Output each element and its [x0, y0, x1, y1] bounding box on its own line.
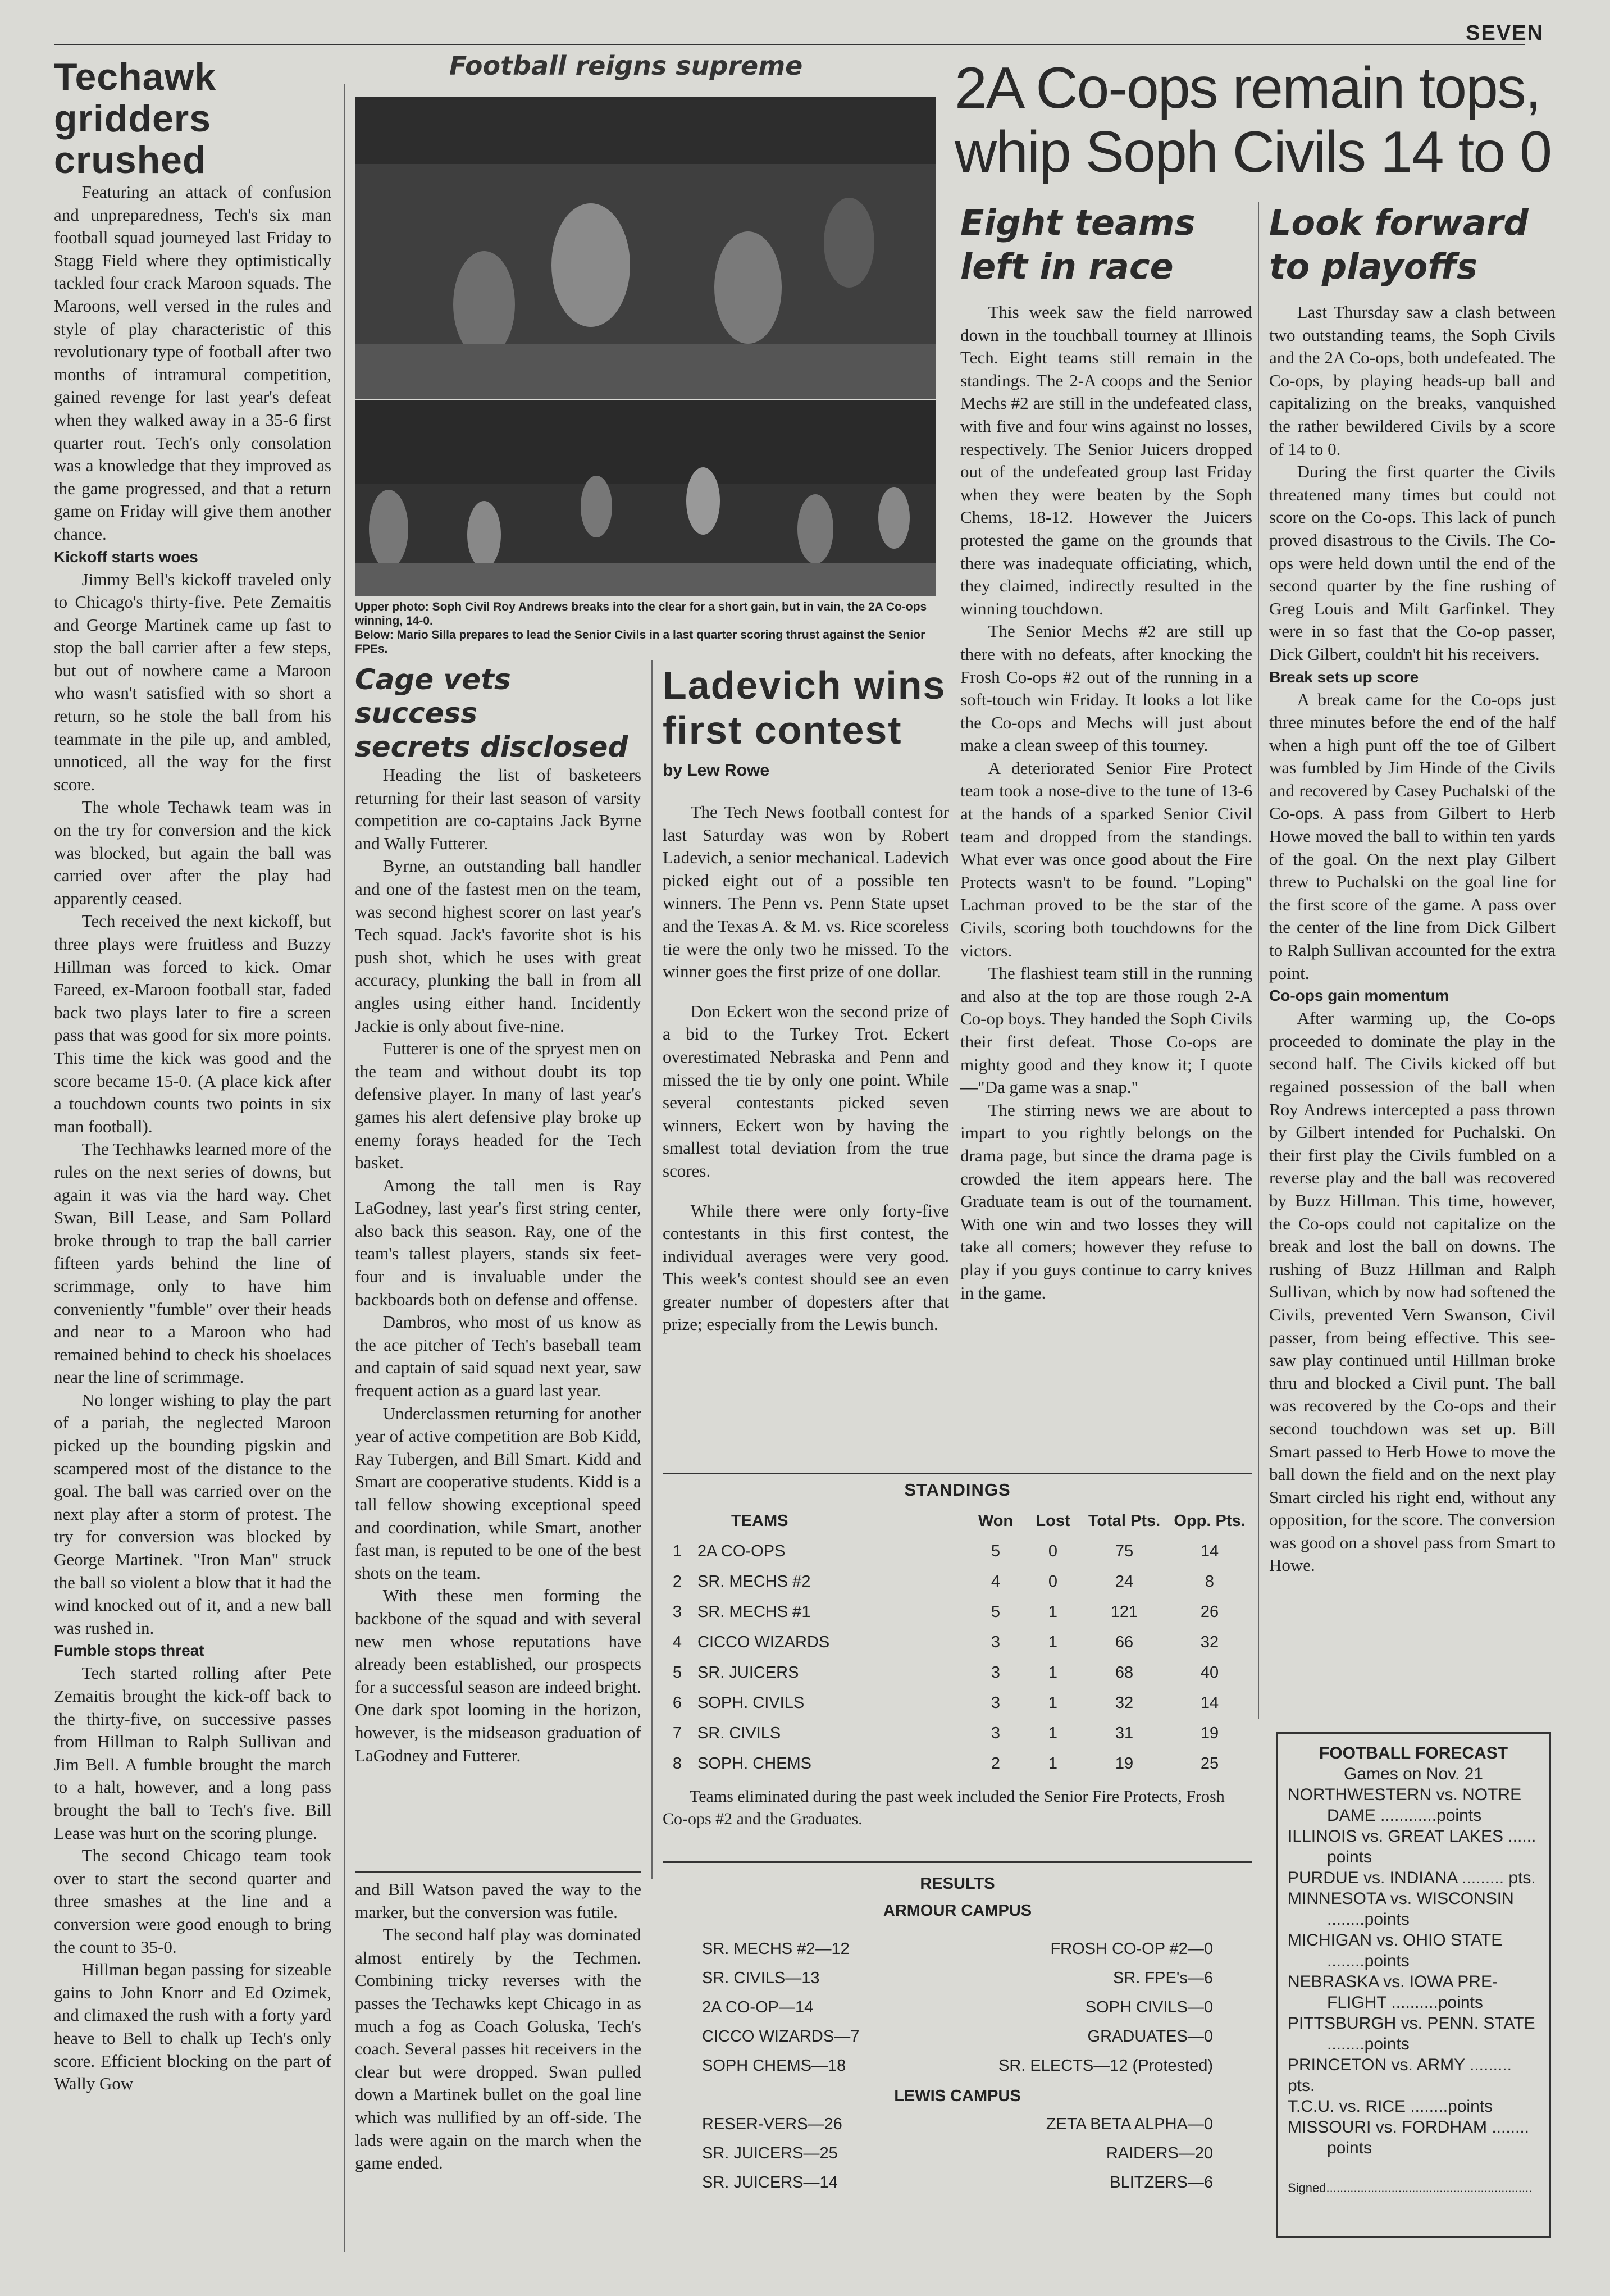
result-loser: GRADUATES—0: [1087, 2028, 1213, 2046]
standings-cell-lost: 1: [1048, 1633, 1058, 1651]
lewis-results: [663, 2110, 1252, 2197]
forecast-entry: FLIGHT ..........points: [1327, 1993, 1483, 2012]
forecast-matchup: NEBRASKA vs. IOWA PRE-: [1288, 1972, 1498, 1991]
ladevich-byline: by Lew Rowe: [663, 761, 770, 780]
results-title: RESULTS: [920, 1875, 995, 1893]
result-row: [663, 2051, 1252, 2080]
standings-cell-opp-pts: 40: [1200, 1663, 1219, 1682]
standings-row: [663, 1657, 1252, 1688]
standings-table: [663, 1506, 1252, 1779]
standings-row: [663, 1627, 1252, 1657]
result-winner: SR. CIVILS—13: [702, 1969, 820, 1987]
forecast-game: [1288, 1867, 1539, 1888]
forecast-game: [1288, 2096, 1539, 2117]
forecast-matchup: PURDUE vs. INDIANA ......... pts.: [1288, 1869, 1536, 1887]
result-winner: 2A CO-OP—14: [702, 1998, 814, 2016]
eight-teams-body: This week saw the field narrowed down in the touchball tourney at Illinois Tech. Eight teams still remain in the standings. The 2-A coops and the Senior Mechs #2 are still in the undefeated class, with five and four wins against no losses, respectively. The Senior Juicers dropped out of the undefeated group last Friday when they were beaten by the Soph Chems, 18-12. However the Juicers protested the game on the grounds that there was inadequate officiating, which, they claimed, indirectly resulted in the winning touchdown. The Senior Mechs #2 are still up there with no defeats, after knocking the Frosh Co-ops #2 out of the running in a soft-touch win Friday. It looks a lot like the Co-ops and Mechs will just about make a clean sweep of this tourney. A deteriorated Senior Fire Protect team took a nose-dive to the tune of 13-6 at the hands of a sparked Senior Civil team and dropped from the standings. What ever was once good about the Fire Protects wasn't to be found. "Loping" Lachman proved to be the star of the Civils, scoring both touchdowns for the victors. The flashiest team still in the running and also at the top are those rough 2-A Co-op boys. They handed the Soph Civils their first defeat. Those Co-ops are mighty good and they know it; I quote—"Da game was a snap." The stirring news we are about to impart to you rightly belongs on the drama page, but since the drama page is crowded the item appears here. The Graduate team is out of the tournament. With one win and two losses they will take all comers; however they refuse to play if you guys continue to carry knives in the game.: [960, 302, 1252, 1302]
forecast-game: [1288, 1971, 1539, 2013]
result-winner: SR. JUICERS—14: [702, 2174, 838, 2192]
photo-caption: Upper photo: Soph Civil Roy Andrews breaks into the clear for a short gain, but in vain, the 2A Co-ops winning, 14-0. Below: Mario Silla prepares to lead the Senior Civils in a last quarter scoring thrust against the Senior FPEs.: [355, 600, 927, 655]
forecast-game: [1288, 1888, 1539, 1930]
look-forward-body: Last Thursday saw a clash between two outstanding teams, the Soph Civils and the 2A Co-ops, both undefeated. The Co-ops, by playing heads-up ball and capitalizing on the breaks, vanquished the rather bewildered Civils by a score of 14 to 0. During the first quarter the Civils threatened many times but could not score on the Co-ops. This lack of punch proved disastrous to the Civils. The Co-ops were held down until the end of the second quarter by the fine rushing of Greg Louis and Milt Garfinkel. They were in so fast that the Co-op passer, Dick Gilbert, couldn't hit his receivers. Break sets up score A break came for the Co-ops just three minutes before the end of the half when a high punt off the toe of Gilbert was fumbled by Jim Hinde of the Civils and recovered by Casey Puchalski of the Co-ops. A pass from Gilbert to Herb Howe moved the ball to within ten yards of the goal. On the next play Gilbert threw to Puchalski on the goal line for the first score of the game. A pass over the center of the line from Dick Gilbert to Ralph Sullivan accounted for the extra point. Co-ops gain momentum After warming up, the Co-ops proceeded to dominate the play in the second half. The Civils kicked off but regained possession of the ball when Roy Andrews intercepted a pass thrown by Gilbert intended for Puchalski. On their first play the Civils fumbled on a reverse play and the ball was recovered by Buzz Hillman. This time, however, the Co-ops could not capitalize on the break and lost the ball on downs. The rushing of Buzz Hillman and Ralph Sullivan, which by now had softened the Civils, prevented Vern Swanson, Civil passer, from being effective. This see-saw play continued until Hillman broke thru and blocked a Civil punt. The ball was recovered by the Co-ops and their second touchdown was set up. Bill Smart passed to Herb Howe to move the ball down the field and on the next play Smart circled his right end, without any opposition, for the score. The conversion was good on a shovel pass from Smart to Howe.: [1269, 302, 1556, 1575]
forecast-entry: points: [1327, 1848, 1372, 1866]
standings-cell-total-pts: 31: [1115, 1724, 1134, 1742]
standings-cell-total-pts: 32: [1115, 1693, 1134, 1712]
standings-cell-lost: 0: [1048, 1572, 1058, 1591]
standings-cell-won: 3: [991, 1633, 1001, 1651]
photo-title: Football reigns supreme: [449, 51, 803, 81]
standings-rule: [663, 1473, 1252, 1474]
standings-row: [663, 1536, 1252, 1566]
look-forward-headline: Look forward to playoffs: [1269, 202, 1529, 287]
standings-cell-rank: 8: [672, 1754, 682, 1773]
cage-body: Heading the list of basketeers returning for their last season of varsity competition are co-captains Jack Byrne and Wally Futterer. Byrne, an outstanding ball handler and one of the fastest men on the team, was second highest scorer on last year's Tech squad. Jack's favorite shot is his push shot, which he uses with great accuracy, plunking the ball in from all angles using either hand. Incidently Jackie is only about five-nine. Futterer is one of the spryest men on the team and without doubt its top defensive player. In many of last year's games his alert defensive play broke up enemy forays headed for the Tech basket. Among the tall men is Ray LaGodney, last year's first string center, also back this season. Ray, one of the team's tallest players, stands six feet-four and is invaluable under the backboards both on defense and offense. Dambros, who most of us know as the ace pitcher of Tech's baseball team and captain of said squad next year, saw frequent action as a guard last year. Underclassmen returning for another year of active competition are Bob Kidd, Ray Tubergen, and Bill Smart. Kidd and Smart are cooperative students. Kidd is a tall fellow showing exceptional speed and coordination, while Smart, another fast man, is reputed to be one of the best shots on the team. With these men forming the backbone of the squad and with several new men whose reputations have already been established, our prospects for a successful season are indeed bright. One dark spot looming in the horizon, however, is the midseason graduation of LaGodney and Futterer.: [355, 765, 641, 1765]
standings-cell-rank: 1: [672, 1542, 682, 1560]
standings-row: [663, 1748, 1252, 1779]
standings-cell-lost: 0: [1048, 1542, 1058, 1560]
standings-row: [663, 1597, 1252, 1627]
standings-cell-won: 4: [991, 1572, 1001, 1591]
standings-cell-total-pts: 66: [1115, 1633, 1134, 1651]
forecast-entry: ........points: [1327, 1952, 1410, 1970]
subhead-break: Break sets up score: [1269, 668, 1419, 686]
standings-cell-total-pts: 121: [1110, 1602, 1138, 1621]
forecast-game: [1288, 2013, 1539, 2054]
result-row: [663, 2168, 1252, 2197]
subhead-fumble: Fumble stops threat: [54, 1642, 204, 1660]
results-box: [663, 1870, 1252, 2197]
standings-cell-opp-pts: 26: [1200, 1602, 1219, 1621]
header-lost: Lost: [1036, 1511, 1070, 1530]
result-row: [663, 2139, 1252, 2168]
result-winner: SR. MECHS #2—12: [702, 1940, 850, 1958]
forecast-game: [1288, 1784, 1539, 1826]
forecast-matchup: MINNESOTA vs. WISCONSIN: [1288, 1889, 1514, 1908]
forecast-matchup: MISSOURI vs. FORDHAM ........: [1288, 2118, 1530, 2136]
standings-row: [663, 1688, 1252, 1718]
ladevich-body: The Tech News football contest for last Saturday was won by Robert Ladevich, a senior mechanical. Ladevich picked eight out of a possible ten winners. The Penn vs. Penn State upset and the Texas A. & M. vs. Rice scoreless tie were the only two he missed. To the winner goes the first prize of one dollar. Don Eckert won the second prize of a bid to the Turkey Trot. Eckert overestimated Nebraska and Penn and missed the tie by only one point. While several contestants picked seven winners, Eckert won by having the smallest total deviation from the true scores. While there were only forty-five contestants in this first contest, the individual averages were very good. This week's contest should see an even greater number of dopesters after that prize; especially from the Lewis bunch.: [663, 802, 949, 1334]
forecast-matchup: T.C.U. vs. RICE ........points: [1288, 2097, 1493, 2116]
subhead-kickoff: Kickoff starts woes: [54, 548, 198, 566]
result-row: [663, 1993, 1252, 2022]
standings-cell-total-pts: 75: [1115, 1542, 1134, 1560]
forecast-game: [1288, 2117, 1539, 2158]
standings-cell-team: SOPH. CIVILS: [697, 1693, 805, 1712]
armour-title: ARMOUR CAMPUS: [883, 1902, 1032, 1920]
forecast-entry: points: [1327, 2139, 1372, 2157]
column-rule: [344, 84, 345, 2252]
results-rule: [663, 1861, 1252, 1863]
standings-cell-won: 5: [991, 1602, 1001, 1621]
standings-cell-won: 5: [991, 1542, 1001, 1560]
standings-cell-team: SR. MECHS #1: [697, 1602, 811, 1621]
eight-teams-article: [960, 201, 1252, 1304]
header-teams: TEAMS: [731, 1511, 788, 1530]
standings-cell-won: 2: [991, 1754, 1001, 1773]
standings-cell-lost: 1: [1048, 1663, 1058, 1682]
standings-cell-rank: 7: [672, 1724, 682, 1742]
result-loser: ZETA BETA ALPHA—0: [1046, 2115, 1213, 2133]
forecast-signed: Signed............................................................: [1288, 2181, 1533, 2195]
techawk-continued: and Bill Watson paved the way to the marker, but the conversion was futile. The second half play was dominated almost entirely by the Techmen. Combining tricky reverses with the passes the Techawks kept Chicago in as much a fog as Coach Goluska, Tech's coach. Several passes hit receivers in the clear but were dropped. Swan pulled down a Martinek bullet on the goal line which was nullified by an off-side. The lads were again on the march when the game ended.: [355, 1879, 641, 2173]
forecast-matchup: MICHIGAN vs. OHIO STATE: [1288, 1931, 1503, 1949]
result-row: [663, 1964, 1252, 1993]
result-loser: SR. FPE's—6: [1113, 1969, 1213, 1987]
subhead-momentum: Co-ops gain momentum: [1269, 987, 1449, 1005]
forecast-box: [1276, 1732, 1551, 2238]
result-loser: FROSH CO-OP #2—0: [1050, 1940, 1213, 1958]
header-opp-pts: Opp. Pts.: [1174, 1511, 1246, 1530]
column-rule: [651, 660, 653, 1879]
result-row: [663, 1934, 1252, 1964]
result-winner: CICCO WIZARDS—7: [702, 2028, 860, 2046]
continuation-rule: [355, 1871, 641, 1873]
techawk-article: [54, 56, 331, 2095]
photo-upper-image: [355, 97, 936, 399]
standings-cell-rank: 3: [672, 1602, 682, 1621]
cage-article: [355, 663, 641, 1767]
cage-headline: Cage vets success secrets disclosed: [355, 663, 628, 763]
standings-cell-team: SR. JUICERS: [697, 1663, 799, 1682]
standings-cell-team: SOPH. CHEMS: [697, 1754, 812, 1773]
eight-teams-headline: Eight teams left in race: [960, 202, 1196, 287]
standings-cell-total-pts: 19: [1115, 1754, 1134, 1773]
forecast-matchup: ILLINOIS vs. GREAT LAKES ......: [1288, 1827, 1536, 1846]
result-winner: SR. JUICERS—25: [702, 2144, 838, 2162]
column-rule: [1258, 202, 1259, 1719]
photo-upper: [355, 97, 936, 399]
techawk-headline: Techawk gridders crushed: [54, 56, 217, 181]
standings-cell-won: 3: [991, 1663, 1001, 1682]
result-loser: SR. ELECTS—12 (Protested): [998, 2057, 1213, 2075]
photo-lower: [355, 400, 936, 596]
ladevich-headline: Ladevich wins first contest: [663, 663, 946, 752]
standings-cell-total-pts: 68: [1115, 1663, 1134, 1682]
result-winner: SOPH CHEMS—18: [702, 2057, 846, 2075]
standings-row: [663, 1566, 1252, 1597]
forecast-entry: DAME ............points: [1327, 1806, 1482, 1825]
standings-cell-opp-pts: 14: [1200, 1693, 1219, 1712]
standings-cell-rank: 2: [672, 1572, 682, 1591]
standings-cell-total-pts: 24: [1115, 1572, 1134, 1591]
top-rule: [54, 44, 1525, 45]
forecast-subtitle: Games on Nov. 21: [1344, 1765, 1483, 1783]
standings-cell-opp-pts: 32: [1200, 1633, 1219, 1651]
result-loser: BLITZERS—6: [1110, 2174, 1213, 2192]
forecast-entry: ........points: [1327, 1910, 1410, 1929]
standings-cell-team: 2A CO-OPS: [697, 1542, 786, 1560]
forecast-games: [1288, 1784, 1539, 2158]
result-loser: SOPH CIVILS—0: [1085, 1998, 1213, 2016]
ladevich-article: [663, 663, 949, 1336]
forecast-title: FOOTBALL FORECAST: [1319, 1744, 1508, 1762]
result-loser: RAIDERS—20: [1106, 2144, 1213, 2162]
result-row: [663, 2022, 1252, 2051]
armour-results: [663, 1934, 1252, 2080]
standings-row: [663, 1718, 1252, 1748]
forecast-game: [1288, 1826, 1539, 1867]
standings-cell-lost: 1: [1048, 1693, 1058, 1712]
forecast-entry: ........points: [1327, 2035, 1410, 2053]
standings-cell-opp-pts: 19: [1200, 1724, 1219, 1742]
forecast-matchup: PRINCETON vs. ARMY ......... pts.: [1288, 2056, 1512, 2095]
result-winner: RESER-VERS—26: [702, 2115, 842, 2133]
page-label: SEVEN: [1466, 21, 1544, 45]
look-forward-article: [1269, 201, 1556, 1577]
header-won: Won: [978, 1511, 1014, 1530]
header-total-pts: Total Pts.: [1088, 1511, 1161, 1530]
standings-cell-opp-pts: 25: [1200, 1754, 1219, 1773]
standings-cell-lost: 1: [1048, 1602, 1058, 1621]
forecast-game: [1288, 2054, 1539, 2096]
standings-cell-opp-pts: 14: [1200, 1542, 1219, 1560]
lewis-title: LEWIS CAMPUS: [894, 2087, 1021, 2105]
result-row: [663, 2110, 1252, 2139]
forecast-matchup: PITTSBURGH vs. PENN. STATE: [1288, 2014, 1535, 2033]
forecast-matchup: NORTHWESTERN vs. NOTRE: [1288, 1785, 1522, 1804]
forecast-game: [1288, 1930, 1539, 1971]
standings-cell-rank: 6: [672, 1693, 682, 1712]
standings-note: Teams eliminated during the past week included the Senior Fire Protects, Frosh Co-ops #2 and the Graduates.: [663, 1787, 1225, 1828]
standings-cell-rank: 4: [672, 1633, 682, 1651]
photo-lower-image: [355, 400, 936, 596]
standings-cell-team: SR. CIVILS: [697, 1724, 781, 1742]
standings-cell-rank: 5: [672, 1663, 682, 1682]
coops-headline: 2A Co-ops remain tops, whip Soph Civils 14 to 0: [955, 56, 1551, 185]
standings-cell-opp-pts: 8: [1205, 1572, 1215, 1591]
standings-cell-team: CICCO WIZARDS: [697, 1633, 830, 1651]
standings-cell-lost: 1: [1048, 1724, 1058, 1742]
standings-box: [663, 1480, 1252, 1830]
techawk-body: Featuring an attack of confusion and unpreparedness, Tech's six man football squad journeyed last Friday to Stagg Field where they optimistically tackled four crack Maroon squads. The Maroons, well versed in the rules and style of play characteristic of this revolutionary type of football after two months of intramural competition, gained revenge for last year's defeat when they walked away in a 35-6 first quarter rout. Tech's only consolation was a knowledge that they improved as the game progressed, and that a return game on Friday will give them another chance. Kickoff starts woes Jimmy Bell's kickoff traveled only to Chicago's thirty-five. Pete Zemaitis and George Martinek came up fast to stop the ball carrier after a few steps, but out of nowhere came a Maroon who wasn't satisfied with so short a return, so he stole the ball from his teammate in the pile up, and ambled, unnoticed, all the way for the first score. The whole Techawk team was in on the try for conversion and the kick was blocked, but again the ball was carried over after the play had apparently ceased. Tech received the next kickoff, but three plays were fruitless and Buzzy Hillman was forced to kick. Omar Fareed, ex-Maroon football star, faded back two plays later to fire a screen pass that was good for six more points. This time the kick was good and the score became 15-0. (A place kick after a touchdown counts two points in six man football). The Techhawks learned more of the rules on the next series of downs, but again it was via the hard way. Chet Swan, Bill Lease, and Sam Pollard broke through to trap the ball carrier fifteen yards behind the line of scrimmage, only to have him conveniently "fumble" over their heads and near to a Maroon who had remained behind to check his shoelaces near the line of scrimmage. No longer wishing to play the part of a pariah, the neglected Maroon picked up the bounding pigskin and scampered most of the distance to the goal. The ball was carried over on the next play after a storm of protest. The try for conversion was blocked by George Martinek. "Iron Man" struck the ball so violent a blow that it had the wind knocked out of it, and a new ball was rushed in. Fumble stops threat Tech started rolling after Pete Zemaitis brought the kick-off back to the thirty-five, on successive passes from Hillman to Ralph Sullivan and Jim Bell. A fumble brought the march to a halt, however, and a long pass brought the ball to Tech's five. Bill Lease was hurt on the scoring plunge. The second Chicago team took over to start the second quarter and three smashes at the line and a conversion were good enough to bring the count to 35-0. Hillman began passing for sizeable gains to John Knorr and Ed Ozimek, and climaxed the rush with a forty yard heave to Bell to chalk up Tech's only score. Efficient blocking on the part of Wally Gow: [54, 182, 331, 2094]
standings-cell-team: SR. MECHS #2: [697, 1572, 811, 1591]
standings-cell-won: 3: [991, 1693, 1001, 1712]
standings-cell-won: 3: [991, 1724, 1001, 1742]
standings-cell-lost: 1: [1048, 1754, 1058, 1773]
standings-title: STANDINGS: [904, 1480, 1011, 1500]
